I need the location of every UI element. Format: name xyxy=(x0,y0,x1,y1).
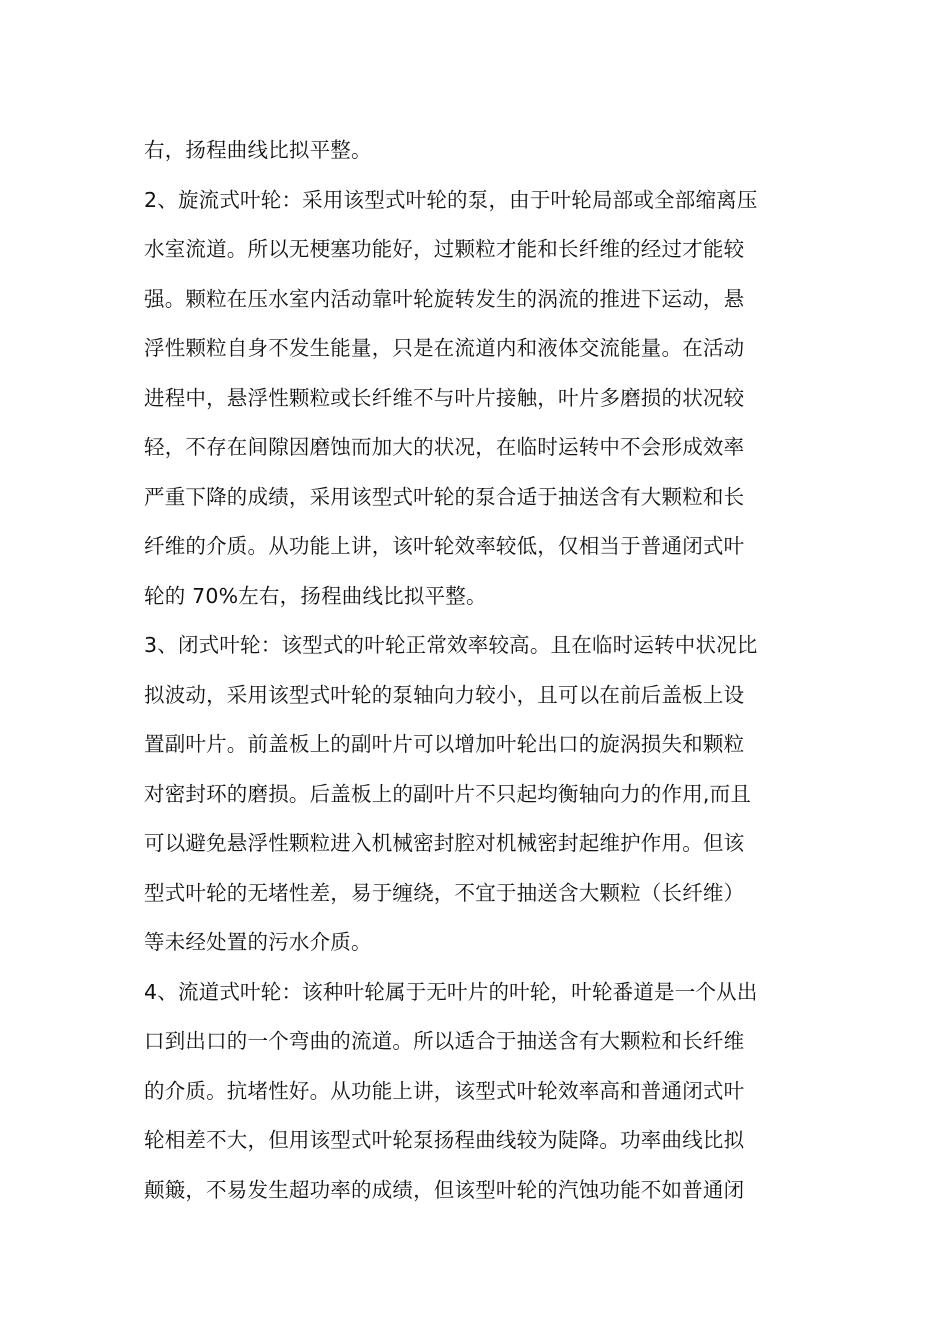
text-line: 严重下降的成绩，采用该型式叶轮的泵合适于抽送含有大颗粒和长 xyxy=(144,484,745,509)
text-line: 型式叶轮的无堵性差，易于缠绕，不宜于抽送含大颗粒（长纤维） xyxy=(144,880,745,905)
text-line: 水室流道。所以无梗塞功能好，过颗粒才能和长纤维的经过才能较 xyxy=(144,237,745,261)
text-line: 纤维的介质。从功能上讲，该叶轮效率较低，仅相当于普通闭式叶 xyxy=(144,534,745,558)
text-line: 3、闭式叶轮：该型式的叶轮正常效率较高。且在临时运转中状况比 xyxy=(144,633,758,657)
text-line: 浮性颗粒自身不发生能量，只是在流道内和液体交流能量。在活动 xyxy=(144,336,745,360)
text-line: 等未经处置的污水介质。 xyxy=(144,930,372,954)
text-line: 轮的 70%左右，扬程曲线比拟平整。 xyxy=(144,583,487,608)
text-line: 4、流道式叶轮：该种叶轮属于无叶片的叶轮，叶轮番道是一个从出 xyxy=(144,979,758,1004)
text-line: 进程中，悬浮性颗粒或长纤维不与叶片接触，叶片多磨损的状况较 xyxy=(144,385,745,410)
text-line: 的介质。抗堵性好。从功能上讲，该型式叶轮效率高和普通闭式叶 xyxy=(144,1078,745,1103)
body-text xyxy=(144,126,809,1215)
text-line: 颠簸，不易发生超功率的成绩，但该型叶轮的汽蚀功能不如普通闭 xyxy=(144,1177,745,1202)
text-line: 口到出口的一个弯曲的流道。所以适合于抽送含有大颗粒和长纤维 xyxy=(144,1029,745,1053)
text-line: 置副叶片。前盖板上的副叶片可以增加叶轮出口的旋涡损失和颗粒 xyxy=(144,732,745,756)
text-line: 可以避免悬浮性颗粒进入机械密封腔对机械密封起维护作用。但该 xyxy=(144,831,745,855)
text-line: 强。颗粒在压水室内活动靠叶轮旋转发生的涡流的推进下运动，悬 xyxy=(144,286,745,311)
text-line: 对密封环的磨损。后盖板上的副叶片不只起均衡轴向力的作用,而且 xyxy=(144,781,752,806)
text-line: 拟波动，采用该型式叶轮的泵轴向力较小，且可以在前后盖板上设 xyxy=(144,682,745,707)
text-line: 轮相差不大，但用该型式叶轮泵扬程曲线较为陡降。功率曲线比拟 xyxy=(144,1128,745,1152)
text-line: 2、旋流式叶轮：采用该型式叶轮的泵，由于叶轮局部或全部缩离压 xyxy=(144,187,758,212)
text-line: 轻，不存在间隙因磨蚀而加大的状况，在临时运转中不会形成效率 xyxy=(144,435,745,459)
text-line: 右，扬程曲线比拟平整。 xyxy=(144,138,372,162)
